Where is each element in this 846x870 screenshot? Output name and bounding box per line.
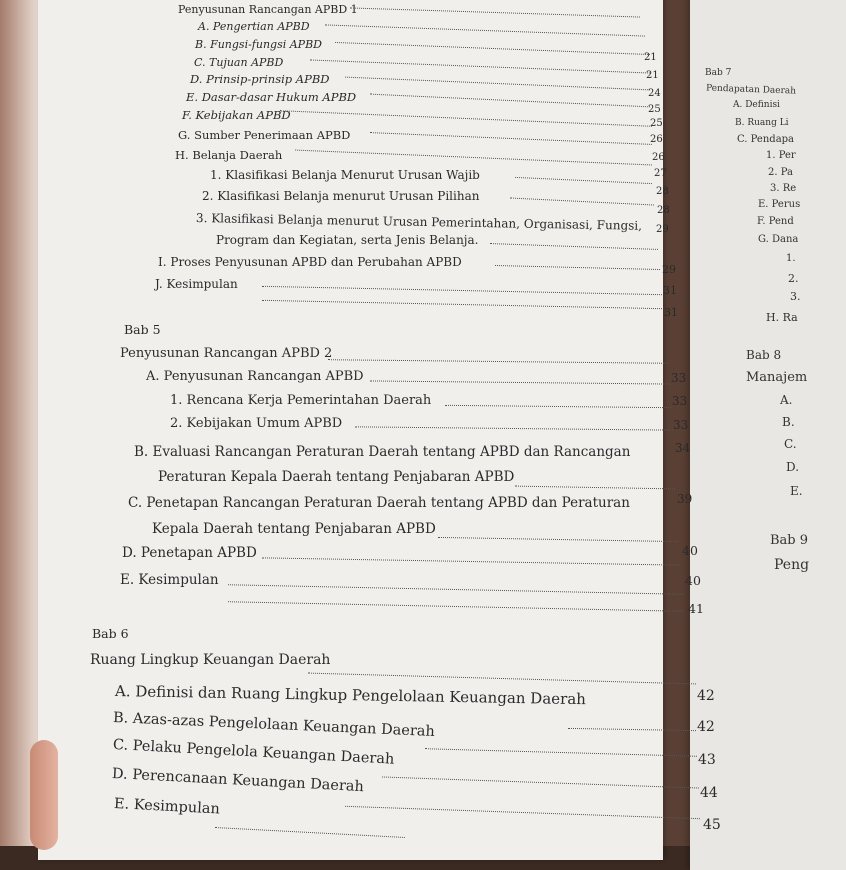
page-number: 45 (703, 817, 721, 833)
bab9-heading: Bab 9 (770, 533, 809, 548)
toc-entry: F. Kebijakan APBD (182, 108, 291, 122)
toc-entry: 2. Klasifikasi Belanja menurut Urusan Pilihan (202, 189, 480, 203)
toc-entry: Kepala Daerah tentang Penjabaran APBD (152, 521, 436, 537)
bab7-title: Pendapatan Daerah (705, 83, 797, 97)
page-number: 27 (654, 168, 667, 179)
toc-entry: Peraturan Kepala Daerah tentang Penjabaran APBD (158, 469, 515, 485)
bab8-item: B. (782, 415, 795, 429)
page-number: 39 (677, 492, 693, 506)
page-number: 31 (663, 284, 677, 297)
bab8-item: E. (790, 484, 803, 498)
bab8-heading: Bab 8 (746, 348, 782, 362)
bab7-item: 3. (790, 290, 801, 303)
toc-entry: Program dan Kegiatan, serta Jenis Belanja. (216, 233, 479, 247)
page-number: 26 (652, 152, 665, 163)
toc-entry: 3. Klasifikasi Belanja menurut Urusan Pemerintahan, Organisasi, Fungsi, (195, 211, 643, 233)
chapter6-title: Ruang Lingkup Keuangan Daerah (90, 652, 331, 668)
toc-entry: H. Belanja Daerah (175, 148, 283, 162)
bab8-item: A. (780, 393, 793, 407)
bab7-item: F. Pend (757, 216, 794, 227)
page-number: 21 (646, 70, 659, 81)
bab9-title: Peng (774, 557, 810, 573)
page-number: 44 (700, 785, 718, 801)
bab7-item: H. Ra (766, 311, 798, 324)
bab7-item: 1. Per (766, 150, 796, 161)
bab7-item: 2. Pa (768, 167, 793, 178)
toc-entry: J. Kesimpulan (155, 277, 238, 291)
finger-shadow (30, 740, 58, 850)
toc-entry: A. Penyusunan Rancangan APBD (146, 369, 364, 384)
bab7-item: G. Dana (758, 234, 799, 245)
bab7-item: 2. (788, 272, 799, 285)
toc-entry: B. Azas-azas Pengelolaan Keuangan Daerah (112, 710, 436, 741)
toc-entry: I. Proses Penyusunan APBD dan Perubahan APBD (158, 255, 462, 269)
bab8-item: C. (784, 437, 797, 451)
page-number: 21 (644, 52, 657, 63)
page-number: 40 (682, 543, 698, 558)
bab7-item: A. Definisi (733, 100, 780, 110)
bab8-item: D. (786, 460, 800, 474)
page-number: 42 (697, 719, 715, 735)
page-number: 40 (685, 573, 701, 588)
bab7-item: B. Ruang Li (735, 118, 789, 128)
page-number: 33 (672, 394, 688, 408)
toc-entry: 1. Klasifikasi Belanja Menurut Urusan Wajib (210, 168, 480, 182)
toc-entry: G. Sumber Penerimaan APBD (178, 128, 351, 142)
toc-entry: C. Pelaku Pengelola Keuangan Daerah (112, 737, 395, 768)
toc-entry: E. Kesimpulan (120, 572, 219, 588)
chapter6-heading: Bab 6 (92, 626, 129, 641)
page-number: 25 (648, 104, 661, 115)
toc-entry: A. Definisi dan Ruang Lingkup Pengelolaan Keuangan Daerah (114, 682, 587, 709)
bab7-item: 1. (786, 253, 796, 264)
page-number: 42 (697, 688, 715, 704)
toc-entry: D. Perencanaan Keuangan Daerah (111, 766, 365, 796)
chapter4-title: Penyusunan Rancangan APBD 1 (178, 3, 358, 16)
toc-entry: B. Evaluasi Rancangan Peraturan Daerah tentang APBD dan Rancangan (134, 444, 631, 460)
page-number: 29 (662, 263, 676, 276)
toc-entry: A. Pengertian APBD (198, 20, 310, 33)
toc-entry: D. Penetapan APBD (122, 545, 257, 561)
page-number: 43 (698, 752, 716, 768)
toc-entry: 2. Kebijakan Umum APBD (170, 416, 343, 431)
page-number: 28 (656, 186, 669, 197)
bab7-heading: Bab 7 (705, 68, 732, 78)
bab7-item: E. Perus (758, 199, 801, 210)
page-number: 28 (657, 205, 670, 216)
bab7-item: C. Pendapa (737, 134, 795, 145)
page-number: 33 (673, 418, 689, 432)
page-number: 41 (688, 601, 704, 616)
toc-entry: C. Penetapan Rancangan Peraturan Daerah tentang APBD dan Peraturan (128, 495, 630, 511)
facing-page (690, 0, 846, 870)
page-number: 24 (648, 88, 661, 99)
page-number: 31 (664, 306, 678, 319)
bab7-item: 3. Re (770, 183, 797, 194)
bab8-title: Manajem (746, 370, 808, 385)
desk-edge (0, 0, 40, 846)
page-number: 26 (650, 134, 663, 145)
toc-entry: E. Kesimpulan (113, 796, 221, 818)
chapter5-title: Penyusunan Rancangan APBD 2 (120, 346, 333, 361)
page-number: 29 (656, 224, 669, 235)
toc-entry: E. Dasar-dasar Hukum APBD (186, 90, 357, 104)
page-number: 25 (650, 118, 663, 129)
chapter5-heading: Bab 5 (124, 322, 161, 337)
toc-entry: C. Tujuan APBD (194, 56, 284, 69)
page-number: 33 (671, 371, 687, 385)
toc-entry: B. Fungsi-fungsi APBD (195, 38, 322, 51)
page-number: 34 (675, 441, 691, 455)
toc-entry: D. Prinsip-prinsip APBD (190, 72, 330, 86)
toc-entry: 1. Rencana Kerja Pemerintahan Daerah (170, 393, 432, 408)
